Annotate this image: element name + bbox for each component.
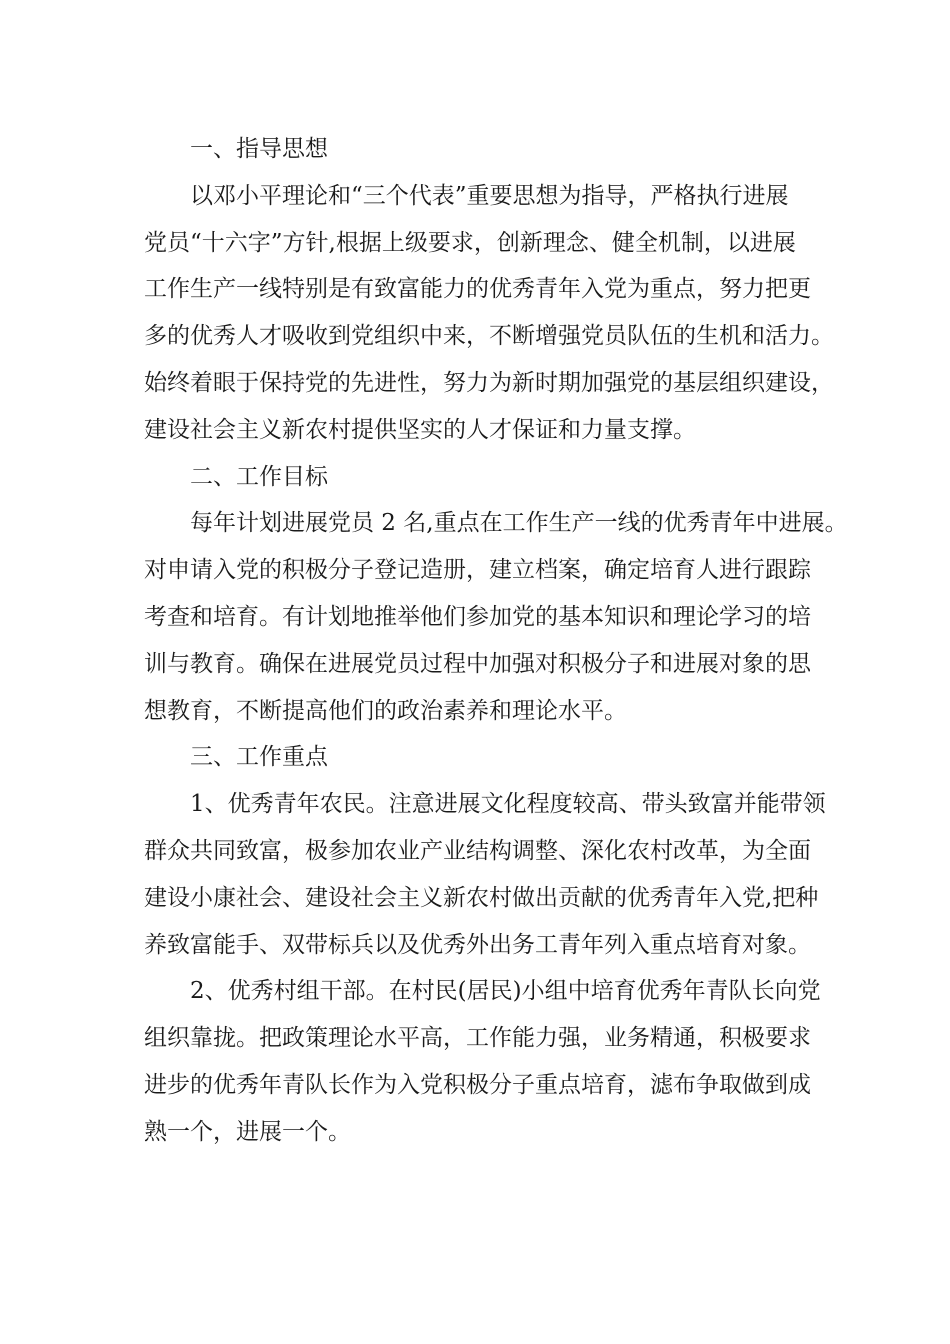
paragraph-line: 以邓小平理论和“三个代表”重要思想为指导，严格执行进展: [190, 182, 789, 209]
section-heading-work-focus: 三、工作重点: [190, 744, 328, 771]
paragraph-line: 对申请入党的积极分子登记造册，建立档案，确定培育人进行跟踪: [144, 557, 811, 584]
paragraph-line: 熟一个，进展一个。: [144, 1118, 351, 1145]
paragraph-line: 养致富能手、双带标兵以及优秀外出务工青年列入重点培育对象。: [144, 931, 811, 958]
paragraph-line: 党员“十六字”方针,根据上级要求，创新理念、健全机制，以进展: [144, 229, 796, 256]
paragraph-line: 1、优秀青年农民。注意进展文化程度较高、带头致富并能带领: [190, 791, 826, 818]
paragraph-line: 每年计划进展党员 2 名,重点在工作生产一线的优秀青年中进展。: [190, 510, 848, 537]
paragraph-line: 2、优秀村组干部。在村民(居民)小组中培育优秀年青队长向党: [190, 978, 821, 1005]
paragraph-line: 建设社会主义新农村提供坚实的人才保证和力量支撑。: [144, 416, 696, 443]
paragraph-line: 训与教育。确保在进展党员过程中加强对积极分子和进展对象的思: [144, 650, 811, 677]
paragraph-line: 群众共同致富，极参加农业产业结构调整、深化农村改革，为全面: [144, 837, 811, 864]
paragraph-line: 进步的优秀年青队长作为入党积极分子重点培育，滤布争取做到成: [144, 1071, 811, 1098]
paragraph-line: 建设小康社会、建设社会主义新农村做出贡献的优秀青年入党,把种: [144, 884, 819, 911]
paragraph-line: 多的优秀人才吸收到党组织中来，不断增强党员队伍的生机和活力。: [144, 323, 834, 350]
paragraph-line: 考查和培育。有计划地推举他们参加党的基本知识和理论学习的培: [144, 603, 811, 630]
paragraph-line: 想教育，不断提高他们的政治素养和理论水平。: [144, 697, 627, 724]
section-heading-work-goals: 二、工作目标: [190, 463, 328, 490]
paragraph-line: 工作生产一线特别是有致富能力的优秀青年入党为重点，努力把更: [144, 276, 811, 303]
paragraph-line: 组织靠拢。把政策理论水平高，工作能力强，业务精通，积极要求: [144, 1025, 811, 1052]
document-body: [144, 126, 848, 1156]
section-heading-guiding-ideology: 一、指导思想: [190, 136, 328, 162]
paragraph-line: 始终着眼于保持党的先进性，努力为新时期加强党的基层组织建设，: [144, 369, 834, 396]
